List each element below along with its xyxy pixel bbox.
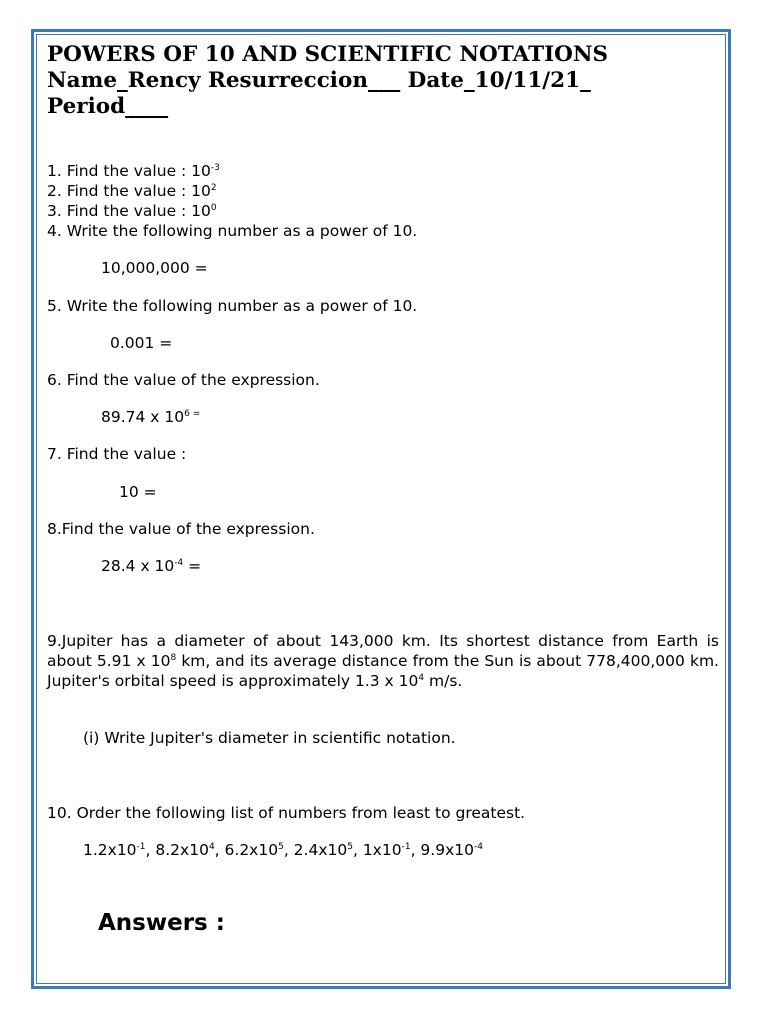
- question-8-value: 28.4 x $10^{-4}$ =: [101, 557, 202, 575]
- question-4: 4. Write the following number as a power of 10.: [47, 222, 418, 240]
- exponent: 6 =: [184, 409, 201, 419]
- question-9-paragraph: 9.Jupiter has a diameter of about 143,000 km. Its shortest distance from Earth is about 5.91 x $10^8$ km, and its average distance from the Sun is about 778,400,000 km. Jupiter's orbital speed is approximately 1.3 x $10^4$ m/s.: [47, 632, 719, 690]
- question-10-number-list: [83, 840, 483, 860]
- exponent: 8: [170, 653, 177, 663]
- number-item: $8.2x10^4$,: [155, 841, 225, 859]
- question-5: 5. Write the following number as a power of 10.: [47, 297, 418, 315]
- question-6-value: 89.74 x $10^{6 =}$: [101, 408, 201, 426]
- question-8: 8.Find the value of the expression.: [47, 520, 315, 538]
- exponent: 4: [418, 673, 425, 683]
- question-1: 1. Find the value : $10^{-3}$: [47, 162, 220, 180]
- number-item: $9.9x10^{-4}$: [420, 841, 483, 859]
- question-5-value: 0.001 =: [110, 334, 173, 352]
- number-item: $1x10^{-1}$,: [362, 841, 421, 859]
- question-10: 10. Order the following list of numbers from least to greatest.: [47, 804, 526, 822]
- exponent: 0: [210, 203, 217, 213]
- exponent: 2: [210, 183, 217, 193]
- number-item: $6.2x10^5$,: [224, 841, 294, 859]
- question-2: 2. Find the value : $10^2$: [47, 182, 217, 200]
- question-9-subpart-i: (i) Write Jupiter's diameter in scientific notation.: [83, 729, 456, 747]
- worksheet-title: POWERS OF 10 AND SCIENTIFIC NOTATIONS: [47, 42, 609, 67]
- answers-heading: Answers :: [98, 910, 225, 936]
- question-7: 7. Find the value :: [47, 445, 187, 463]
- number-item: $2.4x10^5$,: [293, 841, 363, 859]
- name-date-line: Name_Rency Resurreccion___ Date_10/11/21_: [47, 68, 591, 93]
- worksheet-header: [47, 42, 727, 120]
- question-3: 3. Find the value : $10^0$: [47, 202, 217, 220]
- period-line: Period____: [47, 94, 169, 119]
- number-item: $1.2x10^{-1}$,: [83, 841, 156, 859]
- question-6: 6. Find the value of the expression.: [47, 371, 320, 389]
- question-4-value: 10,000,000 =: [101, 259, 208, 277]
- exponent: -3: [210, 163, 220, 173]
- question-7-value: 10 =: [119, 483, 157, 501]
- exponent: -4: [174, 558, 184, 568]
